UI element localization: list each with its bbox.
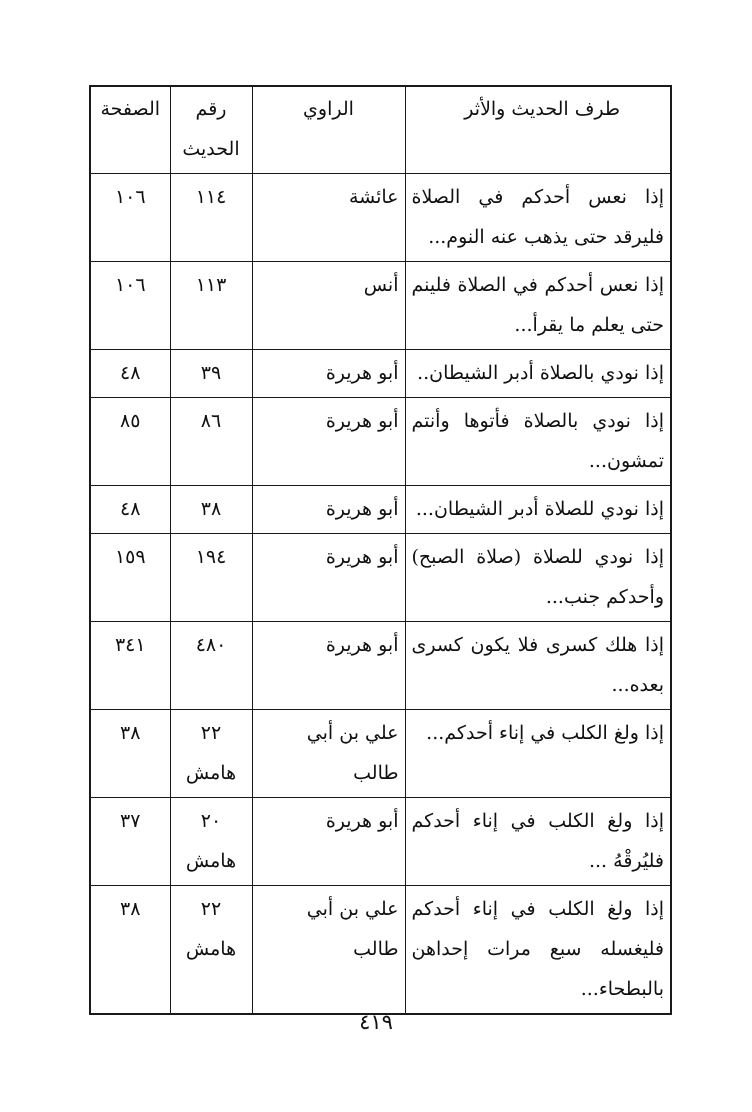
page-cell: ٤٨ xyxy=(90,486,170,534)
hadith-text-cell: إذا ولغ الكلب في إناء أحدكم فليُرقْهُ ... xyxy=(405,798,671,886)
hadith-number-cell: ١٩٤ xyxy=(170,534,252,622)
hadith-number-cell: ٢٠ هامش xyxy=(170,798,252,886)
table-header-row xyxy=(90,86,671,174)
hadith-number-cell: ٢٢ هامش xyxy=(170,886,252,1015)
narrator-cell: أبو هريرة xyxy=(252,622,405,710)
hadith-text-cell: إذا نعس أحدكم في الصلاة فلينم حتى يعلم ما يقرأ... xyxy=(405,262,671,350)
table-row xyxy=(90,622,671,710)
hadith-text-cell: إذا نعس أحدكم في الصلاة فليرقد حتى يذهب عنه النوم... xyxy=(405,174,671,262)
header-narrator: الراوي xyxy=(252,86,405,174)
header-hadith-number: رقم الحديث xyxy=(170,86,252,174)
table-row xyxy=(90,710,671,798)
page-number: ٤١٩ xyxy=(359,1010,393,1034)
narrator-cell: أبو هريرة xyxy=(252,534,405,622)
table-row xyxy=(90,398,671,486)
narrator-cell: أبو هريرة xyxy=(252,350,405,398)
page-cell: ٣٨ xyxy=(90,886,170,1015)
narrator-cell: أنس xyxy=(252,262,405,350)
table-row xyxy=(90,486,671,534)
header-hadith-text: طرف الحديث والأثر xyxy=(405,86,671,174)
page-cell: ٣٧ xyxy=(90,798,170,886)
table-row xyxy=(90,798,671,886)
narrator-cell: علي بن أبي طالب xyxy=(252,710,405,798)
hadith-text-cell: إذا نودي للصلاة (صلاة الصبح) وأحدكم جنب... xyxy=(405,534,671,622)
table-row xyxy=(90,262,671,350)
page-cell: ١٥٩ xyxy=(90,534,170,622)
hadith-text-cell: إذا هلك كسرى فلا يكون كسرى بعده... xyxy=(405,622,671,710)
hadith-text-cell: إذا نودي بالصلاة فأتوها وأنتم تمشون... xyxy=(405,398,671,486)
page-cell: ١٠٦ xyxy=(90,174,170,262)
hadith-text-cell: إذا ولغ الكلب في إناء أحدكم فليغسله سبع مرات إحداهن بالبطحاء... xyxy=(405,886,671,1015)
hadith-number-cell: ٣٩ xyxy=(170,350,252,398)
hadith-number-cell: ٢٢ هامش xyxy=(170,710,252,798)
table-row xyxy=(90,174,671,262)
table-row xyxy=(90,886,671,1015)
hadith-number-cell: ٤٨٠ xyxy=(170,622,252,710)
hadith-text-cell: إذا نودي بالصلاة أدبر الشيطان.. xyxy=(405,350,671,398)
hadith-number-cell: ٨٦ xyxy=(170,398,252,486)
table-row xyxy=(90,350,671,398)
hadith-text-cell: إذا نودي للصلاة أدبر الشيطان... xyxy=(405,486,671,534)
hadith-number-cell: ١١٣ xyxy=(170,262,252,350)
page-cell: ٤٨ xyxy=(90,350,170,398)
page-cell: ٣٤١ xyxy=(90,622,170,710)
narrator-cell: أبو هريرة xyxy=(252,486,405,534)
narrator-cell: عائشة xyxy=(252,174,405,262)
page-cell: ٨٥ xyxy=(90,398,170,486)
narrator-cell: علي بن أبي طالب xyxy=(252,886,405,1015)
page-cell: ١٠٦ xyxy=(90,262,170,350)
header-page: الصفحة xyxy=(90,86,170,174)
narrator-cell: أبو هريرة xyxy=(252,798,405,886)
hadith-number-cell: ٣٨ xyxy=(170,486,252,534)
narrator-cell: أبو هريرة xyxy=(252,398,405,486)
hadith-index-table xyxy=(89,85,672,1015)
hadith-text-cell: إذا ولغ الكلب في إناء أحدكم... xyxy=(405,710,671,798)
table-row xyxy=(90,534,671,622)
hadith-number-cell: ١١٤ xyxy=(170,174,252,262)
page-cell: ٣٨ xyxy=(90,710,170,798)
